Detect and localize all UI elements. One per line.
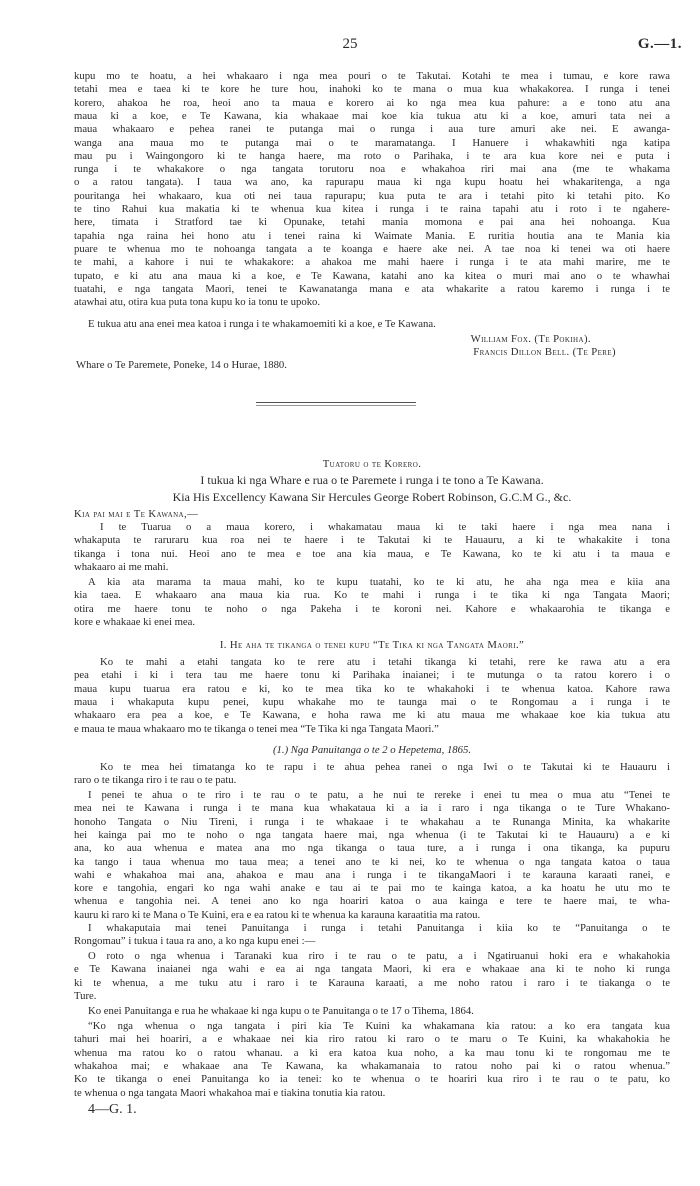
body-line: tupato, e ki atu ana maua ki a koe, e Te Kawana, katahi ano ka kitea o muri mai ano o te whawhai — [74, 269, 670, 282]
heading-tika: I. He aha te tikanga o tenei kupu “Te Tika ki nga Tangata Maori.” — [219, 639, 525, 651]
closing-line: E tukua atu ana enei mea katoa i runga i te whakamoemiti ki a koe, e Te Kawana. — [88, 318, 436, 330]
quote-line: e Te Kawana inaianei nga wahi e ea ai nga tangata Maori, ki era e whakaae ana ki te noho ki runga — [74, 963, 670, 976]
document-reference: G.—1. — [637, 36, 682, 52]
body-line: Ko te mea hei timatanga ko te rapu i te ahua pehea ranei o nga Iwi o te Takutai ki te Hauauru i — [100, 761, 670, 773]
body-line: wahi e whakahoa mai ana, ahakoa e mau ana i runga i te tikangaMaori i te karauna karaati ranei, e — [74, 868, 670, 881]
body-line: tapahia nga raina hei hono atu i tenei raina ki Waimate Mania. E ruritia houtia ana te Mania kia — [74, 229, 670, 242]
body-line: A kia ata marama ta maua mahi, ko te kupu tuatahi, ko te ki atu, he aha nga mea e kiia ana — [88, 576, 670, 588]
body-line: whakaaro ai me mahi. — [74, 560, 169, 573]
body-line: kore e whakaae ki enei mea. — [74, 615, 196, 628]
body-line: raro o te tikanga riro i te rau o te patu. — [74, 774, 237, 787]
sheet-signature: 4—G. 1. — [88, 1103, 137, 1117]
body-line: I te Tuarua o a maua korero, i whakamatau maua ki te taki haere i nga mea nana i — [100, 521, 670, 533]
body-line: ana, ko aua whenua e matea ana mo nga tikanga o taua ture, a i runga i ona tikanga, ka pupuru — [74, 842, 670, 855]
body-line: maua ki a koe, e Te Kawana, kia whakaae mai koe kia tukua atu ki a koe, amuri tata nei a — [74, 109, 670, 122]
signature-bell: Francis Dillon Bell. (Te Pere) — [473, 346, 616, 358]
body-line: I whakaputaia mai tenei Panuitanga i runga i tetahi Panuitanga i kiia ko te “Panuitanga o te — [88, 922, 670, 934]
body-line: here, timata i Stratford tae ki Opunake, tetahi mania momona e pai ana hei nohoanga. Kua — [74, 216, 670, 229]
body-line: honoho Tangata o Niu Tireni, i runga i te whakaae i te whakahau a te Runanga Minita, ka whakarite — [74, 815, 670, 828]
body-line: Rongomau” i tukua i taua ra ano, a ko nga kupu enei :— — [74, 935, 316, 948]
section-title: Tuatoru o te Korero. — [322, 458, 422, 470]
body-line: whakaputa te raruraru kua roa nei te haere i te Takutai ki te Hauauru, a ki te whakakite i tona — [74, 534, 670, 547]
body-line: tetahi mea e taea ki te kore he ture hou, inahoki ko te mana o mua kua whakakorea. I runga i tenei — [74, 83, 670, 96]
section-subtitle: I tukua ki nga Whare e rua o te Paremete i runga i te tono a Te Kawana. — [200, 473, 544, 487]
page-header — [0, 36, 700, 56]
page-number: 25 — [342, 36, 358, 52]
quote-line: tahuri mai hei hoariri, a e whakaae nei kia riro ratou ki raro o te maru o Te Kuini, ka whakahokia he — [74, 1033, 670, 1046]
body-line: tuatahi, e nga tangata Maori, tenei te Kawanatanga mana e ata whakarite a ratou karemo i runga i te — [74, 282, 670, 295]
quote-line: ki te whenua, a me tuku atu i raro i te Karauna karaati, a me noho ratou i raro i te tiakanga o te — [74, 976, 670, 989]
body-line: tikanga i tona nui. Heoi ano te mea e toe ana kia maua, e Te Kawana, ko te ki atu i ta maua e — [74, 547, 670, 560]
body-line: Ko te tikanga o enei Panuitanga ko ia tenei: ko te whenua o te hoariri kua riro i te rau o te patu, ko — [74, 1073, 670, 1086]
section-divider — [256, 402, 416, 406]
body-line: runga i te whakakore o nga tangata torutoru noa e whakahoa riri mai ana (me te whakama — [74, 163, 670, 176]
addressee: Kia His Excellency Kawana Sir Hercules George Robert Robinson, G.C.M G., &c. — [172, 490, 572, 504]
quote-line: whakahoa mai; e whakaae ana Te Kawana, ka whakamanaia to ratou noho pai ki o ratou whenua.” — [74, 1059, 670, 1072]
body-line: pea etahi i ki i tera tau me haere tonu ki Parihaka inaianei; i te mutunga o ta ratou korero i o — [74, 669, 670, 682]
body-line: puare te whenua mo te nohoanga tangata a te koanga e haere ake nei. A tae noa ki tenei wa oti haere — [74, 242, 670, 255]
body-line: whakaaro era pea a koe, e Te Kawana, e hoha rawa me ki atu maua me whakaae koe kia tukua atu — [74, 709, 670, 722]
body-line: pouritanga hei whakaaro, kua oti nei taua rapurapu; kua puta te ara i tetahi pito ki tetahi pito. Ko — [74, 189, 670, 202]
body-line: kore e tangohia, engari ko nga wahi anake e tau ai te pai mo te kainga katoa, a ka hoatu he utu mo te — [74, 882, 670, 895]
body-line: kia taea. E whakaaro ana maua kia rua. Ko te mahi i runga i te tika ki nga Tangata Maori; — [74, 589, 670, 602]
body-line: whenua e tangohia nei. A tenei ano ko nga hoariri katoa o aua kainga e tere te haere mai, te wha- — [74, 895, 670, 908]
body-line: maua whakaaro e pehea ranei te putanga mai o runga i aua ture amuri ake nei. E awanga- — [74, 123, 670, 136]
body-line: Ko te mahi a etahi tangata ko te rere atu i tetahi tikanga ki tetahi, rere ke rawa atu a era — [100, 656, 670, 668]
quote-line: Ture. — [74, 989, 97, 1002]
body-line: te whenua o nga tangata Maori whakahoa mai e tiakina tonutia kia ratou. — [74, 1086, 386, 1099]
body-line: maua kupu tuarua era ratou e ki, ko te mea tika ko te whakahoki i te whenua katoa. Kahore rawa — [74, 682, 670, 695]
dateline: Whare o Te Paremete, Poneke, 14 o Hurae, 1880. — [76, 359, 287, 371]
body-line: korero, ahakoa he roa, heoi ano ta maua e korero ai ko nga mea kua pahure: a e tono atu ana — [74, 96, 670, 109]
quote-line: O roto o nga whenua i Taranaki kua riro i te rau o te patu, a i Ngatiruanui hoki era e whakahokia — [88, 950, 670, 962]
body-line: atawhai atu, otira kua puta tona kupu ko ia tonu te upoko. — [74, 296, 321, 309]
body-line: kauru ki raro ki te Mana o Te Kuini, era e ea ratou ki te whenua ka karauna karaatitia ma ratou. — [74, 908, 481, 921]
body-line: te tino Rahui kua makatia ki te whenua kua kitea i runga i te raina tapahi atu i roto i te ngahere- — [74, 203, 670, 215]
body-line: otira me haere tonu te noho o nga Pakeha i te koroni nei. Kahore e whakaarohia te tikanga e — [74, 602, 670, 615]
body-line: o a ratou tangata). I taua wa ano, ka rapurapu maua ki nga kupu hoatu hei whakaritenga, a nga — [74, 176, 670, 189]
quote-line: “Ko nga whenua o nga tangata i piri kia Te Kuini ka whakamana kia ratou: a ko era tangata kua — [88, 1020, 670, 1032]
body-line: maua i whakaputa kupu penei, kupu whakahe mo te taunga mai o te Rongomau a i runga i te — [74, 695, 670, 708]
body-line: mau pu i Waingongoro ki te hanga haere, ma roto o Parihaka, i te ara kua kore nei e puta i — [74, 149, 670, 162]
body-line: mea nei te Kawana i runga i te mana kua whakataua ki a ia i raro i nga tikanga o te Ture Whakano- — [74, 802, 670, 815]
body-line: e maua te maua whakaaro mo te tikanga o tenei mea “Te Tika ki nga Tangata Maori.” — [74, 722, 439, 735]
body-line: te mahi, a kahore i nui te whakakore: a ahakoa me mahi haere i runga i te ata mahi marire, me te — [74, 256, 670, 269]
body-line: hei kainga pai mo te noho o nga tangata haere mai, nga whenua (i te Takutai ki te Hauauru) a e ki — [74, 828, 670, 841]
body-line: Ko enei Panuitanga e rua he whakaae ki nga kupu o te Panuitanga o te 17 o Tihema, 1864. — [88, 1005, 474, 1017]
signature-fox: William Fox. (Te Pokiha). — [470, 333, 591, 345]
body-line: kupu mo te hoatu, a hei whakaaro i nga mea pouri o te Takutai. Kotahi te mea i tumau, e kore rawa — [74, 70, 670, 82]
subheading-panuitanga: (1.) Nga Panuitanga o te 2 o Hepetema, 1865. — [273, 744, 471, 756]
salutation: Kia pai mai e Te Kawana,— — [74, 508, 199, 520]
body-line: ka tango i taua whenua mo taua mea; a tenei ano te ki nei, ko te whenua o nga tangata katoa o taua — [74, 855, 670, 868]
quote-line: whenua ma ratou ko o ratou whanau. a ki era katoa kua noho, a ka mau tonu ki te rongomau me te — [74, 1046, 670, 1059]
body-line: wanga ana maua mo te putanga mai o te maramatanga. I Hanuere i whakawhiti nga katipa — [74, 136, 670, 149]
body-line: I penei te ahua o te riro i te rau o te patu, a he nui te rereke i enei tu mea o mua atu “Tenei te — [88, 789, 670, 801]
